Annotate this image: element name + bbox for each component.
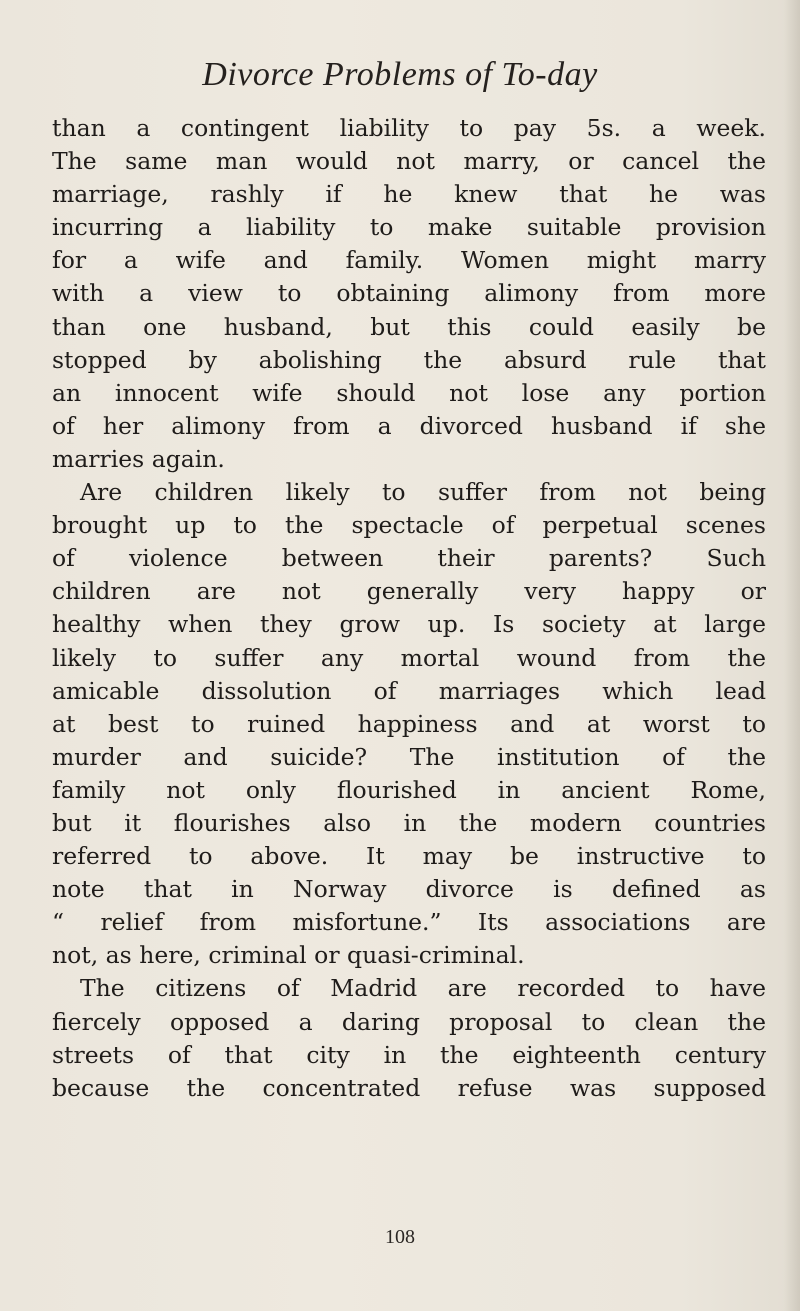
text-line: not, as here, criminal or quasi-criminal. [52,941,525,970]
text-line: of her alimony from a divorced husband if she [52,411,766,440]
text-line: healthy when they grow up. Is society at large [52,610,766,639]
text-line: murder and suicide? The institution of the [52,742,766,771]
text-line: marries again. [52,444,225,473]
text-line: of violence between their parents? Such [52,544,766,573]
text-line: children are not generally very happy or [52,577,766,606]
text-line: than one husband, but this could easily be [52,312,766,341]
text-line: with a view to obtaining alimony from more [52,279,766,308]
text-line: incurring a liability to make suitable provision [52,213,766,242]
text-line: The citizens of Madrid are recorded to have [80,974,766,1003]
text-line: for a wife and family. Women might marry [52,246,766,275]
running-head: Divorce Problems of To-day [202,56,598,93]
page-number: 108 [385,1226,415,1248]
text-line: marriage, rashly if he knew that he was [52,180,766,209]
text-line: The same man would not marry, or cancel the [52,147,766,176]
text-line: note that in Norway divorce is defined as [52,875,766,904]
text-line: family not only flourished in ancient Rome, [52,775,766,804]
text-line: brought up to the spectacle of perpetual scenes [52,511,766,540]
text-line: than a contingent liability to pay 5s. a week. [52,114,766,142]
text-line: stopped by abolishing the absurd rule that [52,345,766,374]
text-line: “ relief from misfortune.” Its associations are [52,908,766,937]
text-line: because the concentrated refuse was supposed [52,1073,766,1102]
page-edge-shadow [784,0,800,1311]
text-line: amicable dissolution of marriages which lead [52,676,766,705]
text-line: referred to above. It may be instructive to [52,842,766,871]
text-line: fiercely opposed a daring proposal to clean the [52,1007,766,1036]
text-line: likely to suffer any mortal wound from the [52,643,766,672]
text-line: streets of that city in the eighteenth century [52,1040,766,1069]
text-line: Are children likely to suffer from not being [80,478,766,507]
text-line: an innocent wife should not lose any portion [52,378,766,407]
text-line: at best to ruined happiness and at worst to [52,709,766,738]
text-line: but it flourishes also in the modern countries [52,808,766,837]
body-text [52,112,766,1105]
